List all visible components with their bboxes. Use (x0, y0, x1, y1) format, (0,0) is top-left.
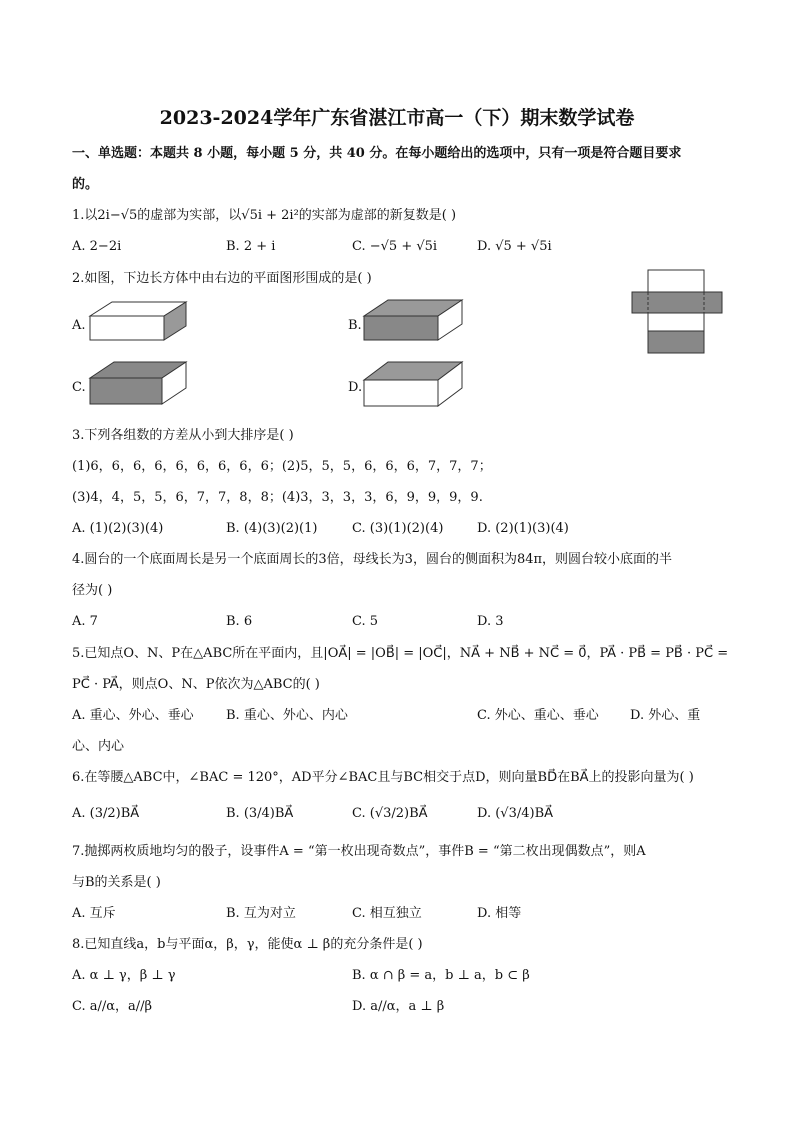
q1-option-c: C. −√5 + √5i (352, 239, 438, 254)
q1-option-a: A. 2−2i (72, 239, 122, 254)
q3-data-line2: (3)4，4，5，5，6，7，7，8，8；(4)3，3，3，3，6，9，9，9，9. (72, 490, 483, 505)
q5-stem-line1: 5.已知点O、N、P在△ABC所在平面内，且|OA⃗| = |OB⃗| = |OC⃗|，NA⃗ + NB⃗ + NC⃗ = 0⃗，PA⃗ · PB⃗ = PB⃗ · PC⃗ = (72, 646, 729, 661)
q4-stem-line1: 4.圆台的一个底面周长是另一个底面周长的3倍，母线长为3，圆台的侧面积为84π，则圆台较小底面的半 (72, 552, 673, 567)
q5-option-d-cont: 心、内心 (72, 739, 125, 754)
q6-option-d: D. (√3/4)BA⃗ (477, 806, 554, 821)
box-d-figure (362, 356, 466, 410)
q8-option-c: C. a//α，a//β (72, 999, 153, 1014)
q5-stem-line2: PC⃗ · PA⃗，则点O、N、P依次为△ABC的( ) (72, 677, 320, 692)
q6-stem: 6.在等腰△ABC中，∠BAC = 120°，AD平分∠BAC且与BC相交于点D，则向量BD⃗在BA⃗上的投影向量为( ) (72, 770, 694, 785)
section-header-line2: 的。 (72, 177, 99, 192)
q3-option-b: B. (4)(3)(2)(1) (226, 521, 318, 536)
q8-option-b: B. α ∩ β = a，b ⊥ a，b ⊂ β (352, 968, 530, 983)
q4-option-d: D. 3 (477, 614, 504, 629)
q5-option-d: D. 外心、重 (630, 708, 701, 723)
box-b-figure (362, 294, 466, 346)
q4-stem-line2: 径为( ) (72, 583, 113, 598)
q2-option-b: B. (348, 318, 362, 333)
q7-stem-line2: 与B的关系是( ) (72, 875, 161, 890)
q1-option-d: D. √5 + √5i (477, 239, 552, 254)
q5-option-c: C. 外心、重心、垂心 (477, 708, 599, 723)
q8-stem: 8.已知直线a，b与平面α，β，γ，能使α ⊥ β的充分条件是( ) (72, 937, 423, 952)
q2-option-a: A. (72, 318, 86, 333)
q4-option-a: A. 7 (72, 614, 98, 629)
q6-option-c: C. (√3/2)BA⃗ (352, 806, 428, 821)
page-title: 2023-2024学年广东省湛江市高一（下）期末数学试卷 (159, 107, 635, 129)
q3-stem: 3.下列各组数的方差从小到大排序是( ) (72, 428, 294, 443)
q6-option-b: B. (3/4)BA⃗ (226, 806, 294, 821)
q2-stem: 2.如图，下边长方体中由右边的平面图形围成的是( ) (72, 271, 372, 286)
q2-option-d: D. (348, 380, 363, 395)
section-header-line1: 一、单选题：本题共 8 小题，每小题 5 分，共 40 分。在每小题给出的选项中，只有一项是符合题目要求 (72, 146, 682, 161)
q5-option-b: B. 重心、外心、内心 (226, 708, 348, 723)
q3-option-a: A. (1)(2)(3)(4) (72, 521, 164, 536)
q4-option-c: C. 5 (352, 614, 379, 629)
q1-stem: 1.以2i−√5的虚部为实部，以√5i + 2i²的实部为虚部的新复数是( ) (72, 208, 457, 223)
q5-option-a: A. 重心、外心、垂心 (72, 708, 194, 723)
q7-option-d: D. 相等 (477, 906, 522, 921)
q7-option-b: B. 互为对立 (226, 906, 296, 921)
q7-option-a: A. 互斥 (72, 906, 116, 921)
q6-option-a: A. (3/2)BA⃗ (72, 806, 140, 821)
net-figure (630, 268, 724, 356)
q3-option-d: D. (2)(1)(3)(4) (477, 521, 569, 536)
q3-option-c: C. (3)(1)(2)(4) (352, 521, 444, 536)
q7-stem-line1: 7.抛掷两枚质地均匀的骰子，设事件A = “第一枚出现奇数点”，事件B = “第二枚出现偶数点”，则A (72, 844, 646, 859)
q7-option-c: C. 相互独立 (352, 906, 422, 921)
q8-option-a: A. α ⊥ γ，β ⊥ γ (72, 968, 176, 983)
q1-option-b: B. 2 + i (226, 239, 276, 254)
q8-option-d: D. a//α，a ⊥ β (352, 999, 445, 1014)
q4-option-b: B. 6 (226, 614, 253, 629)
q3-data-line1: (1)6，6，6，6，6，6，6，6，6；(2)5，5，5，6，6，6，7，7，7； (72, 459, 492, 474)
q2-option-c: C. (72, 380, 86, 395)
box-c-figure (88, 358, 190, 410)
box-a-figure (88, 296, 190, 346)
